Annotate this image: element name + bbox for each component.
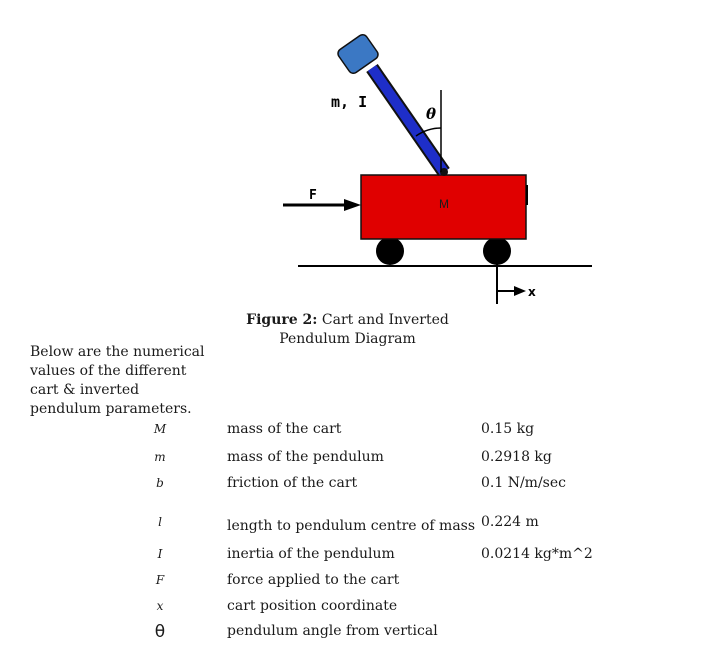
caption-prefix: Figure 2:	[246, 312, 318, 328]
cart-label: M	[439, 197, 449, 211]
param-symbol: l	[158, 515, 162, 529]
x-axis-label: x	[528, 285, 536, 299]
pendulum-label: m, I	[331, 93, 368, 111]
intro-paragraph: Below are the numerical values of the different cart & inverted pendulum parameters.	[30, 344, 205, 417]
cart-pendulum-diagram	[0, 0, 709, 310]
caption-text: Cart and Inverted Pendulum Diagram	[279, 312, 449, 347]
param-symbol: M	[153, 422, 167, 436]
param-description: pendulum angle from vertical	[227, 623, 438, 639]
angle-label: θ	[426, 105, 437, 123]
wheel-left	[376, 237, 404, 265]
param-description: friction of the cart	[227, 475, 358, 491]
param-symbol: θ	[154, 622, 166, 642]
param-symbol: x	[156, 599, 164, 613]
param-value: 0.15 kg	[481, 421, 535, 437]
force-arrowhead	[344, 199, 361, 211]
param-value: 0.0214 kg*m^2	[481, 546, 593, 562]
param-description: inertia of the pendulum	[227, 546, 395, 562]
param-symbol: F	[155, 573, 165, 587]
param-description: mass of the cart	[227, 421, 342, 437]
wheel-right	[483, 237, 511, 265]
param-value: 0.1 N/m/sec	[481, 475, 566, 491]
x-axis-arrowhead	[514, 286, 526, 296]
force-label: F	[309, 188, 317, 203]
param-symbol: I	[157, 547, 163, 561]
figure-caption	[215, 311, 480, 349]
param-description: cart position coordinate	[227, 598, 398, 614]
param-value: 0.224 m	[481, 514, 539, 530]
param-description: length to pendulum centre of mass	[227, 518, 476, 534]
param-symbol: m	[154, 450, 166, 464]
param-description: mass of the pendulum	[227, 449, 384, 465]
param-symbol: b	[156, 476, 164, 490]
param-value: 0.2918 kg	[481, 449, 552, 465]
param-description: force applied to the cart	[227, 572, 400, 588]
